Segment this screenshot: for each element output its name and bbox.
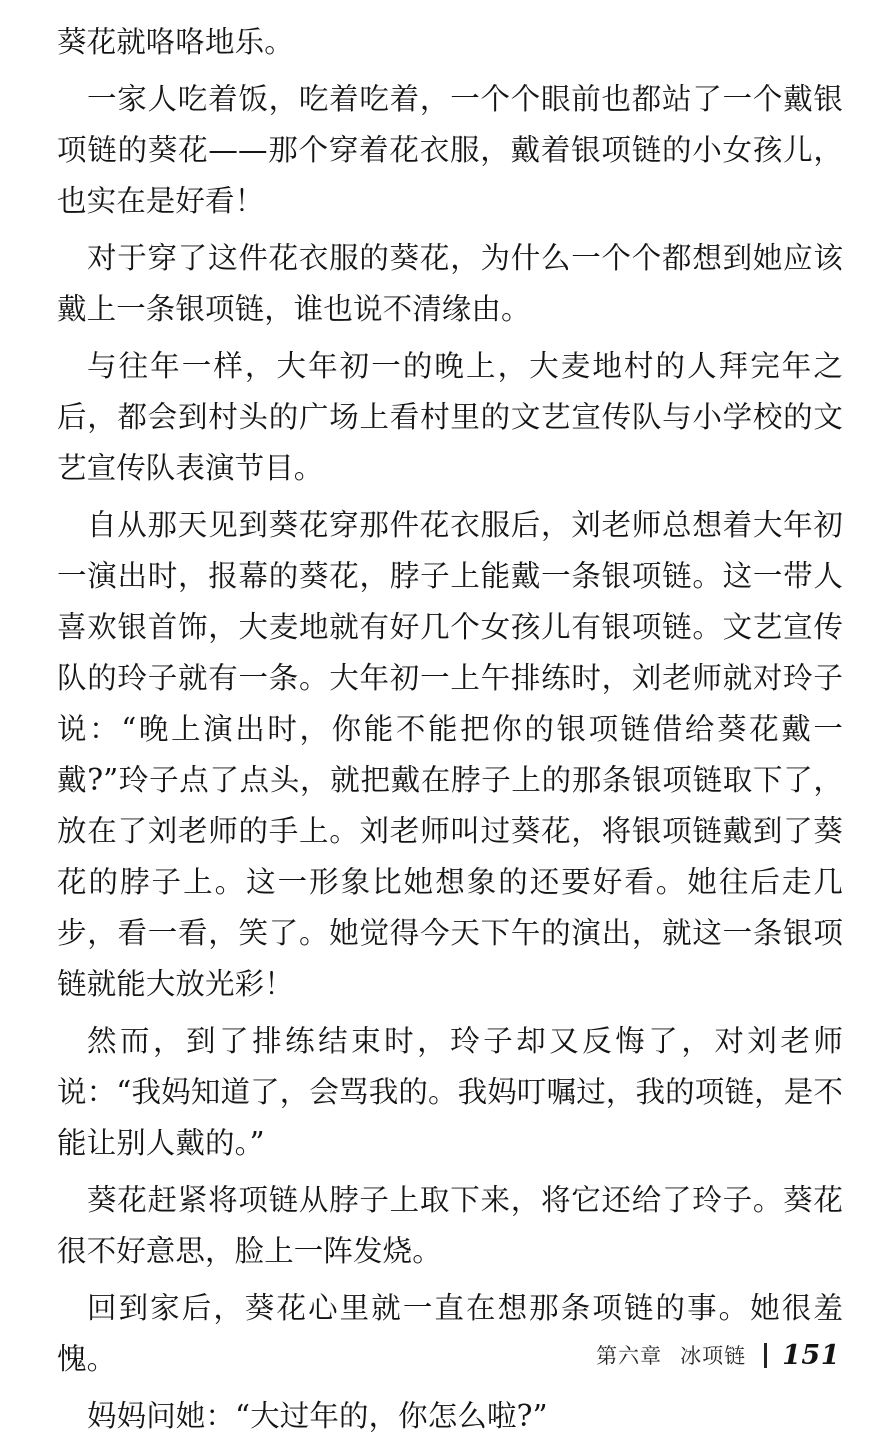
page-number: 151 bbox=[782, 1339, 840, 1371]
footer-chapter-label: 第六章 bbox=[596, 1344, 663, 1368]
page-body-text bbox=[57, 17, 843, 1442]
body-paragraph: 葵花就咯咯地乐。 bbox=[57, 25, 294, 59]
page-footer bbox=[0, 1332, 872, 1378]
body-paragraph: 然而，到了排练结束时，玲子却又反悔了，对刘老师说：“我妈知道了，会骂我的。我妈叮嘱过，我的项链，是不能让别人戴的。” bbox=[57, 1024, 843, 1160]
body-paragraph: 与往年一样，大年初一的晚上，大麦地村的人拜完年之后，都会到村头的广场上看村里的文艺宣传队与小学校的文艺宣传队表演节目。 bbox=[57, 349, 843, 485]
body-paragraph: 对于穿了这件花衣服的葵花，为什么一个个都想到她应该戴上一条银项链，谁也说不清缘由。 bbox=[57, 241, 843, 326]
footer-chapter-title: 冰项链 bbox=[680, 1344, 747, 1368]
body-paragraph: 回到家后，葵花心里就一直在想那条项链的事。她很羞愧。 bbox=[57, 1291, 843, 1376]
body-paragraph: 妈妈问她：“大过年的，你怎么啦?” bbox=[87, 1399, 548, 1433]
body-paragraph: 一家人吃着饭，吃着吃着，一个个眼前也都站了一个戴银项链的葵花——那个穿着花衣服，戴着银项链的小女孩儿，也实在是好看！ bbox=[57, 82, 843, 218]
footer-divider-rule bbox=[764, 1343, 767, 1368]
footer-inner bbox=[596, 1332, 840, 1378]
body-paragraph: 自从那天见到葵花穿那件花衣服后，刘老师总想着大年初一演出时，报幕的葵花，脖子上能戴一条银项链。这一带人喜欢银首饰，大麦地就有好几个女孩儿有银项链。文艺宣传队的玲子就有一条。大年初一上午排练时，刘老师就对玲子说：“晚上演出时，你能不能把你的银项链借给葵花戴一戴?”玲子点了点头，就把戴在脖子上的那条银项链取下了，放在了刘老师的手上。刘老师叫过葵花，将银项链戴到了葵花的脖子上。这一形象比她想象的还要好看。她往后走几步，看一看，笑了。她觉得今天下午的演出，就这一条银项链就能大放光彩！ bbox=[57, 508, 843, 1001]
body-paragraph: 葵花赶紧将项链从脖子上取下来，将它还给了玲子。葵花很不好意思，脸上一阵发烧。 bbox=[57, 1183, 843, 1268]
